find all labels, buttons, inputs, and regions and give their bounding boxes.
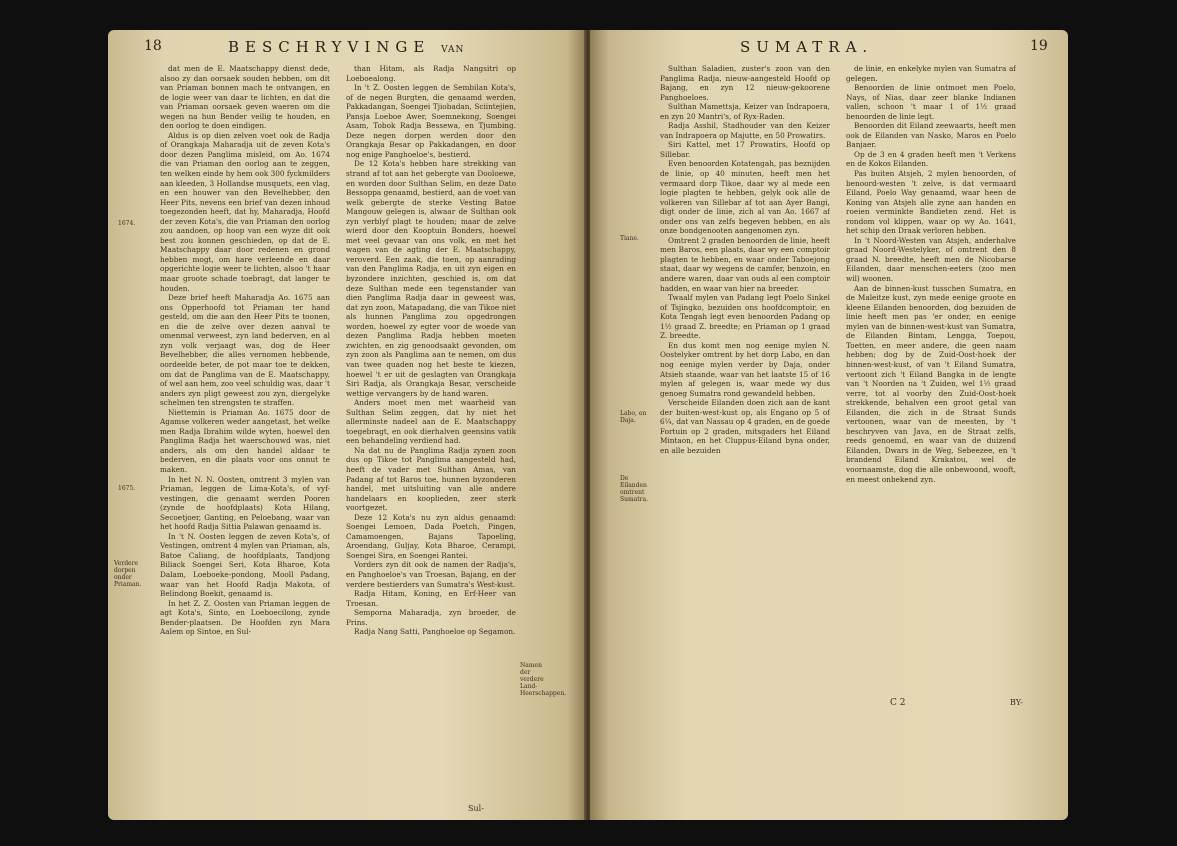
paragraph: Omtrent 2 graden benoorden de linie, heeft men Baros, een plaats, daar wy een comptoir plagten te hebben, en waar onder Taboejong staat, daar wy wegens de camfer, benzoin, en andere waren, daar van ouds al een comptoir hadden, en waar van hier na breeder. bbox=[660, 235, 830, 293]
paragraph: de linie, en enkelyke mylen van Sumatra af gelegen. bbox=[846, 64, 1016, 83]
paragraph: Verscheide Eilanden doen zich aan de kant der buiten-west-kust op, als Engano op 5 of 6¼, dat van Nassau op 4 graden, en de goede Fortuin op 2 graden, mitsgaders het Eiland Mintaon, en het Cluppus-Eiland byna onder, en alle bezuiden bbox=[660, 398, 830, 455]
margin-note-namen: Namen der verdere Land-Heerschappen. bbox=[520, 662, 567, 697]
paragraph: Sulthan Saladien, zuster's zoon van den Panglima Radja, nieuw-aangesteld Hoofd op Bajang, en zyn 12 nieuw-gekoorene Panghoeloes. bbox=[660, 64, 830, 102]
paragraph: Anders moet men met waarheid van Sulthan Selim zeggen, dat hy niet het allerminste nadeel aan de E. Maatschappy toegebragt, en ook dierhalven geensins vatik een behandeling verdiend had. bbox=[346, 398, 516, 446]
paragraph: Aan de binnen-kust tusschen Sumatra, en de Maleitze kust, zyn mede eenige groote en kleene Eilanden benoorden, dog bezuiden de linie heeft men pas 'er onder, en eenige mylen van de binnen-west-kust van Sumatra, de Eilanden Bintam, Lengga, Toepou, Toetten, en meer andere, die geen naam hebben; dog by de Zuid-Oost-hoek der binnen-west-kust, of van 't Eiland Sumatra, vertoont zich 't Eiland Bangka in de lengte van 't Noorden na 't Zuiden, wel 1½ graad verre, tot al voorby den Zuid-Oost-hoek strekkende, behalven een groot getal van Eilanden, die zich in de Straat Sunds vertoonen, waar van de meesten, by 't beschryven van Java, en de Straat zelfs, reeds genoemd, en waar van de duizend Eilanden, Dwars in de Weg, Sebeezee, en 't brandend Eiland Krakatou, wel de voornaamste, dog die alle onbewoond, wooft, en meest onbekend zyn. bbox=[846, 283, 1016, 484]
paragraph: Radja Hitam, Koning, en Erf-Heer van Troesan. bbox=[346, 589, 516, 608]
left-running-head bbox=[228, 38, 464, 56]
paragraph: Deze brief heeft Maharadja Ao. 1675 aan ons Opperhoofd tot Priaman ter hand gesteld, om die aan den Heer Pits te toonen, en die de zelve over dezen aanval te omenmal verweest, zyn land bederven, en al zyn volk verjaagt was, dog de Heer Bevelhebber, die alles vernomen hebbende, oordeelde beter, de pot maar toe te dekken, om dat de Panglima van de E. Maatschappy, of wel aan hem, zoo veel schuldig was, daar 't anders zyn pligt geweest zou zyn, diergelyke schelmen ten strengsten te straffen. bbox=[160, 293, 330, 408]
paragraph: Benoorden de linie ontmoet men Poelo, Nays, of Nias, daar zeer blanke Indianen vallen, schoon 't maar 1 of 1½ graad benoorden de linie legt. bbox=[846, 83, 1016, 121]
margin-note-labo: Labo, en Daja. bbox=[620, 410, 647, 424]
paragraph: Even benoorden Kotatengah, pas beznijden de linie, op 40 minuten, heeft men het vermaard dorp Tikoe, daar wy al mede een logie plagten te hebben, gelyk ook alle de volkeren van Sillebar af tot aan Ayer Bangi, digt onder de linie, zich al van Ao. 1667 af onder ons van zelfs begeven hebben, en als onze bondgenooten aangenomen zyn. bbox=[660, 159, 830, 236]
paragraph: dat men de E. Maatschappy dienst dede, alsoo zy dan oorsaek souden hebben, om dit van Priaman bonnen mach te ontvangen, en de logie weer van daar te lichten, en dat die van Priaman oorsaek geven waeren om die wegen na hun Bender veilig te houden, en den oorlog te doen eindigen. bbox=[160, 64, 330, 131]
paragraph: Radja Nang Satti, Panghoeloe op Segamon. bbox=[354, 627, 516, 637]
right-running-head: SUMATRA. bbox=[740, 38, 874, 56]
right-page bbox=[590, 30, 1068, 820]
paragraph: In 't Z. Oosten leggen de Sembilan Kota's, of de negen Burgten, die genaamd werden, Pakkadangan, Soengei Tjiobadan, Sciintejien, Pansja Loeboe Awer, Soemnekong, Soengei Asam, Tobok Radja Bessewa, en Tjumbing. Deze negen dorpen werden door den Orangkaja Besar op Pakkadangen, en door nog enige Panghoeloe's, bestierd. bbox=[346, 83, 516, 159]
margin-note-tiane: Tiane. bbox=[620, 235, 639, 242]
signature-mark: C 2 bbox=[890, 698, 906, 708]
right-column-1 bbox=[660, 64, 830, 604]
paragraph: In 't Noord-Westen van Atsjeh, anderhalve graad Noord-Westelyker, of omtrent den 8 graad N. breedte, heeft men de Nicobarse Eilanden, daar menschen-eeters (zoo men wil) woonen. bbox=[846, 235, 1016, 284]
paragraph: In het N. N. Oosten, omtrent 3 mylen van Priaman, leggen de Lima-Kota's, of vyf-vestingen, die genaamt werden Pooren (zynde de hoofdplaats) Kota Hilang, Secoetjoer, Ganting, en Peloebang, waar van het hoofd Radja Sittia Palawan genaamd is. bbox=[160, 474, 330, 532]
right-column-2 bbox=[846, 64, 1016, 704]
paragraph: Sulthan Mamettsja, Keizer van Indrapoera, en zyn 20 Mantri's, of Ryx-Raden. bbox=[660, 102, 830, 121]
paragraph: De 12 Kota's hebben hare strekking van strand af tot aan het gebergte van Dooloewe, en worden door Sulthan Selim, en deze Dato Bessoppa genaamd, bestierd, aan de voet van welk gebergte de sterke Vesting Batoe Mangouw gelegen is, alwaar de Sulthan ook zyn verblyf plagt te houden; maar de zelve wierd door den Kooptuin Bonders, hoewel met veel gevaar van ons volk, en met het wagen van de agting der E. Maatschappy, veroverd. Een zaak, die toen, op aanrading van den Panglima Radja, en uit zyn eigen en byzondere inzichten, geschied is, om dat deze Sulthan mede een tegenstander van dien Panglima Radja daar in geweest was, dat zyn zoon, Matapadang, die van Tikoe niet als hunnen Panglima zou opgedrongen worden, hoewel zy egter voor de woede van dezen Panglima Radja hebben moeten zwichten, en zig genoodsaakt gevonden, om zyn zoon als Panglima aan te nemen, om dus van twee quaden nog het beste te kiezen, hoewel 't er uit de geslagten van Orangkaja Siri Radja, als Orangkaja Besar, verscheide wettige vervangers by de hand waren. bbox=[346, 159, 516, 398]
paragraph: Radja Asshil, Stadhouder van den Keizer van Indrapoera op Majutte, en 50 Prowatirs. bbox=[660, 121, 830, 140]
left-catchword: Sul- bbox=[468, 804, 484, 813]
paragraph: Niettemin is Priaman Ao. 1675 door de Agamse volkeren weder aangetast, het welke men Radja Ibrahim wilde wyten, hoewel den Panglima Radja het waerschouwd was, niet anders, als om den handel aldaar te bederven, en die plaats voor ons onnut te maken. bbox=[160, 407, 330, 474]
paragraph: In 't N. Oosten leggen de zeven Kota's, of Vestingen, omtrent 4 mylen van Priaman, als, Batoe Caliang, de hoofdplaats, Tandjong Biliack Soengei Seri, Kota Bharoe, Kota Dalam, Loeboeke-pondong, Mooll Padang, waar van het Hoofd Radja Makota, of Belindong Boekit, genaamd is. bbox=[160, 531, 330, 599]
paragraph: In het Z. Z. Oosten van Priaman leggen de agt Kota's, Sinto, en Loeboecilong, zynde Bender-plaatsen. De Hoofden zyn Mara Aalem op Sintoe, en Sul- bbox=[160, 598, 330, 637]
paragraph: Deze 12 Kota's nu zyn aldus genaamd: Soengei Lemoen, Dada Poetch, Pingen, Camamoengen, Bajans Tapoeling, Aroendang, Guljay, Kota Bharoe, Cerampi, Soengei Sira, en Soengei Rantei. bbox=[346, 512, 516, 560]
left-column-1 bbox=[160, 64, 330, 794]
paragraph: En dus komt men nog eenige mylen N. Oostelyker omtrent by het dorp Labo, en dan nog eenige mylen verder by Daja, onder Atsieh staande, waar van het laatste 15 of 16 mylen af gelegen is, waar mede wy dus genoeg Sumatra rond gewandeld hebben. bbox=[660, 340, 830, 398]
paragraph: Vorders zyn dit ook de namen der Radja's, en Panghoeloe's van Troesan, Bajang, en der verdere bestierders van Sumatra's West-kust. bbox=[346, 560, 516, 589]
paragraph: Siri Kattel, met 17 Prowatirs, Hoofd op Sillebar. bbox=[660, 140, 830, 159]
margin-note-1674: 1674. bbox=[118, 220, 136, 227]
left-running-head-van: VAN bbox=[441, 45, 465, 55]
margin-note-dorpen: Verdere dorpen onder Priaman. bbox=[114, 560, 142, 588]
left-running-head-title: BESCHRYVINGE bbox=[228, 38, 431, 56]
paragraph: Semporna Maharadja, zyn broeder, de Prins. bbox=[346, 608, 516, 627]
left-page bbox=[108, 30, 586, 820]
left-column-2 bbox=[346, 64, 516, 804]
margin-note-1675: 1675. bbox=[118, 485, 136, 492]
paragraph: Twaalf mylen van Padang legt Poelo Sinkel of Tsjingko, bezuiden ons hoofdcomptoir, en Kota Tengah legt even benoorden Padang op 1½ graad Z. breedte; en Priaman op 1 graad Z. breedte. bbox=[660, 293, 830, 341]
paragraph: Na dat nu de Panglima Radja zynen zoon dus op Tikoe tot Panglima aangesteld had, heeft de vader met Sulthan Amas, van Padang af tot Baros toe, hunnen byzonderen handel, met uitsluiting van alle andere handelaars en kooplieden, zeer sterk voortgezet. bbox=[346, 445, 516, 513]
right-catchword: BY- bbox=[1010, 698, 1023, 707]
paragraph: Op de 3 en 4 graden heeft men 't Verkens en de Kokos Eilanden. bbox=[846, 149, 1016, 169]
paragraph: Pas buiten Atsjeh, 2 mylen benoorden, of benoord-westen 't zelve, is dat vermaard Eiland, Poelo Way genaamd, waar heen de Koning van Atsjeh alle zyne aan handen en roeien verminkte Bandieten zend. Het is rondom vol klippen, waar op wy Ao. 1641, het schip den Draak verloren hebben. bbox=[846, 169, 1016, 236]
left-page-number: 18 bbox=[144, 38, 162, 54]
margin-note-eilanden: De Eilanden omtrent Sumatra. bbox=[620, 475, 649, 503]
paragraph: Aldus is op dien zelven voet ook de Radja of Orangkaja Maharadja uit de zeven Kota's door dezen Panglima misleid, om Ao. 1674 die van Priaman den oorlog aan te zeggen, ten welken einde hy hem ook 300 fyckmilders aan kleeden, 3 Hollandse musquets, een vlag, en een houwer van den Bevelhebber, den Heer Pits, nevens een brief van dezen inhoud toegezonden heeft, dat hy, Maharadja, Hoofd der zeven Kota's, die van Priaman den oorlog zou aandoen, op hoop van een wyze dit ook best zou konnen geschieden, op dat de E. Maatschappy daar door redenen en grond hebben mogt, om hare verleende en daar opgerichte logie weer te lichten, alsoo 't haar maar groote schade toebragt, dat langer te houden. bbox=[160, 130, 330, 293]
right-page-number: 19 bbox=[1030, 38, 1048, 54]
paragraph: Benoorden dit Eiland zeewaarts, heeft men ook de Eilanden van Nasko, Maros en Poelo Banjaer. bbox=[846, 121, 1016, 150]
paragraph: than Hitam, als Radja Nangsitri op Loeboealong. bbox=[346, 64, 516, 83]
